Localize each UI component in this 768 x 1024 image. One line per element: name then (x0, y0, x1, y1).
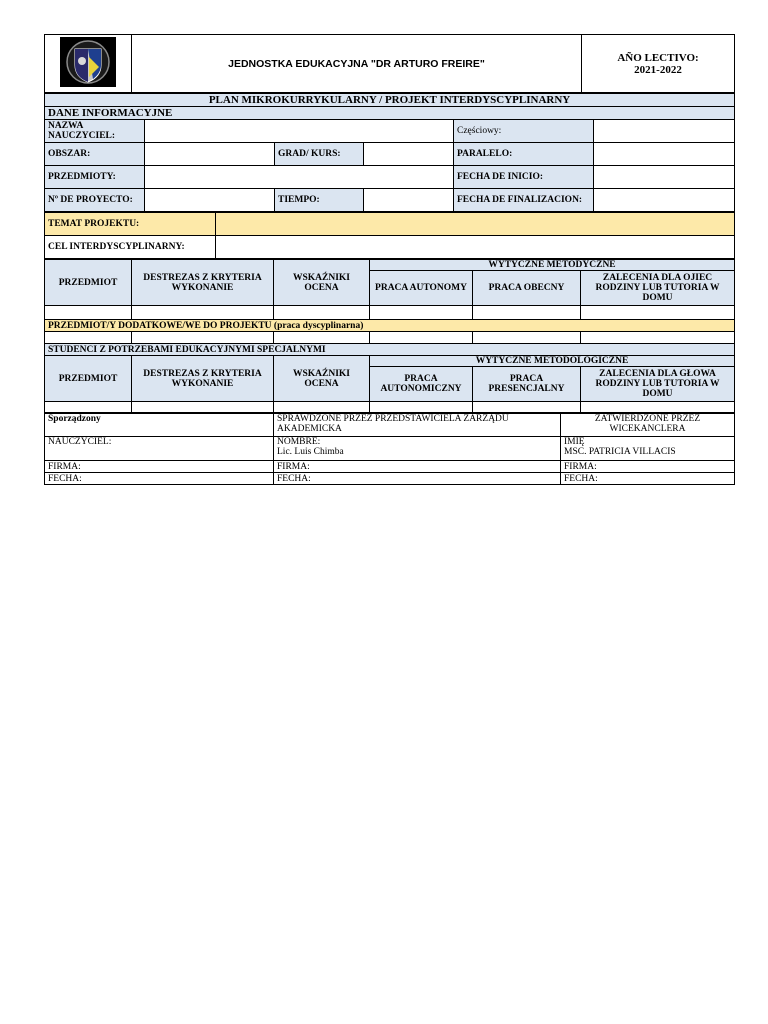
header-table (44, 34, 735, 93)
autonomous-work-header-2: PRACA AUTONOMICZNY (370, 367, 473, 402)
school-year (582, 35, 735, 93)
reviewer-firma-label: FIRMA: (274, 461, 561, 473)
approver-name (561, 437, 735, 461)
subject-header: PRZEDMIOT (45, 260, 132, 306)
time-label: TIEMPO: (275, 189, 364, 212)
table-cell[interactable] (473, 332, 581, 344)
table-cell[interactable] (370, 402, 473, 413)
parallel-label: PARALELO: (454, 143, 594, 166)
present-work-header: PRACA OBECNY (473, 271, 581, 306)
grade-field[interactable] (364, 143, 454, 166)
reviewer-fecha-label: FECHA: (274, 473, 561, 485)
approver-name-label: IMIĘ (564, 437, 585, 447)
table-cell[interactable] (132, 332, 274, 344)
info-table (44, 93, 735, 212)
partial-field[interactable] (594, 120, 735, 143)
table-cell[interactable] (274, 332, 370, 344)
form-sheet (44, 34, 734, 485)
topic-table (44, 212, 735, 259)
teacher-signature-label: NAUCZYCIEL: (45, 437, 274, 461)
school-crest-icon (60, 37, 116, 87)
extra-subjects-label: PRZEDMIOT/Y DODATKOWE/WE DO PROJEKTU (praca dyscyplinarna) (45, 320, 735, 332)
time-field[interactable] (364, 189, 454, 212)
partial-label: Częściowy: (454, 120, 594, 143)
project-number-field[interactable] (145, 189, 275, 212)
indicators-header: WSKAŹNIKI OCENA (274, 260, 370, 306)
project-number-label: Nº DE PROYECTO: (45, 189, 145, 212)
table-cell[interactable] (370, 306, 473, 320)
methodology-table (44, 259, 735, 413)
approver-name-value: MSC. PATRICIA VILLACIS (564, 447, 676, 457)
guidelines-header: WYTYCZNE METODYCZNE (370, 260, 735, 271)
approver-fecha-label: FECHA: (561, 473, 735, 485)
school-year-label: AÑO LECTIVO: (617, 51, 699, 64)
prepared-by-label: Sporządzony (45, 414, 274, 437)
info-section-title: DANE INFORMACYJNE (45, 107, 735, 120)
institution-name: JEDNOSTKA EDUKACYJNA "DR ARTURO FREIRE" (132, 35, 582, 93)
table-cell[interactable] (132, 402, 274, 413)
special-needs-label: STUDENCI Z POTRZEBAMI EDUKACYJNYMI SPECJALNYMI (45, 344, 735, 356)
teacher-fecha-label: FECHA: (45, 473, 274, 485)
project-topic-field[interactable] (216, 213, 735, 236)
area-field[interactable] (145, 143, 275, 166)
subjects-label: PRZEDMIOTY: (45, 166, 145, 189)
table-cell[interactable] (581, 402, 735, 413)
table-cell[interactable] (132, 306, 274, 320)
autonomous-work-header: PRACA AUTONOMY (370, 271, 473, 306)
table-row (45, 402, 735, 413)
table-cell[interactable] (473, 402, 581, 413)
school-logo (45, 35, 132, 93)
recommendations-header: ZALECENIA DLA OJIEC RODZINY LUB TUTORIA W DOMU (581, 271, 735, 306)
start-date-field[interactable] (594, 166, 735, 189)
present-work-header-2: PRACA PRESENCJALNY (473, 367, 581, 402)
table-cell[interactable] (274, 306, 370, 320)
reviewer-name (274, 437, 561, 461)
subject-header-2: PRZEDMIOT (45, 356, 132, 402)
teacher-field[interactable] (145, 120, 454, 143)
reviewed-by-label: SPRAWDZONE PRZEZ PRZEDSTAWICIELA ZARZĄDU AKADEMICKA (274, 414, 561, 437)
table-row (45, 306, 735, 320)
subjects-field[interactable] (145, 166, 454, 189)
reviewer-name-label: NOMBRE: (277, 437, 321, 447)
guidelines-header-2: WYTYCZNE METODOLOGICZNE (370, 356, 735, 367)
grade-label: GRAD/ KURS: (275, 143, 364, 166)
teacher-firma-label: FIRMA: (45, 461, 274, 473)
table-cell[interactable] (274, 402, 370, 413)
table-cell[interactable] (45, 332, 132, 344)
parallel-field[interactable] (594, 143, 735, 166)
goal-field[interactable] (216, 236, 735, 259)
teacher-label: NAZWA NAUCZYCIEL: (45, 120, 145, 143)
skills-header-2: DESTREZAS Z KRYTERIA WYKONANIE (132, 356, 274, 402)
end-date-field[interactable] (594, 189, 735, 212)
table-cell[interactable] (473, 306, 581, 320)
plan-title: PLAN MIKROKURRYKULARNY / PROJEKT INTERDYSCYPLINARNY (45, 94, 735, 107)
school-year-value: 2021-2022 (634, 63, 682, 76)
approved-by-label: ZATWIERDZONE PRZEZ WICEKANCLERA (561, 414, 735, 437)
start-date-label: FECHA DE INICIO: (454, 166, 594, 189)
area-label: OBSZAR: (45, 143, 145, 166)
project-topic-label: TEMAT PROJEKTU: (45, 213, 216, 236)
end-date-label: FECHA DE FINALIZACION: (454, 189, 594, 212)
table-cell[interactable] (45, 402, 132, 413)
recommendations-header-2: ZALECENIA DLA GŁOWA RODZINY LUB TUTORIA W DOMU (581, 367, 735, 402)
table-cell[interactable] (581, 306, 735, 320)
indicators-header-2: WSKAŹNIKI OCENA (274, 356, 370, 402)
table-cell[interactable] (581, 332, 735, 344)
signature-table (44, 413, 735, 485)
goal-label: CEL INTERDYSCYPLINARNY: (45, 236, 216, 259)
reviewer-name-value: Lic. Luis Chimba (277, 447, 344, 457)
table-cell[interactable] (370, 332, 473, 344)
table-cell[interactable] (45, 306, 132, 320)
approver-firma-label: FIRMA: (561, 461, 735, 473)
skills-header: DESTREZAS Z KRYTERIA WYKONANIE (132, 260, 274, 306)
table-row (45, 332, 735, 344)
